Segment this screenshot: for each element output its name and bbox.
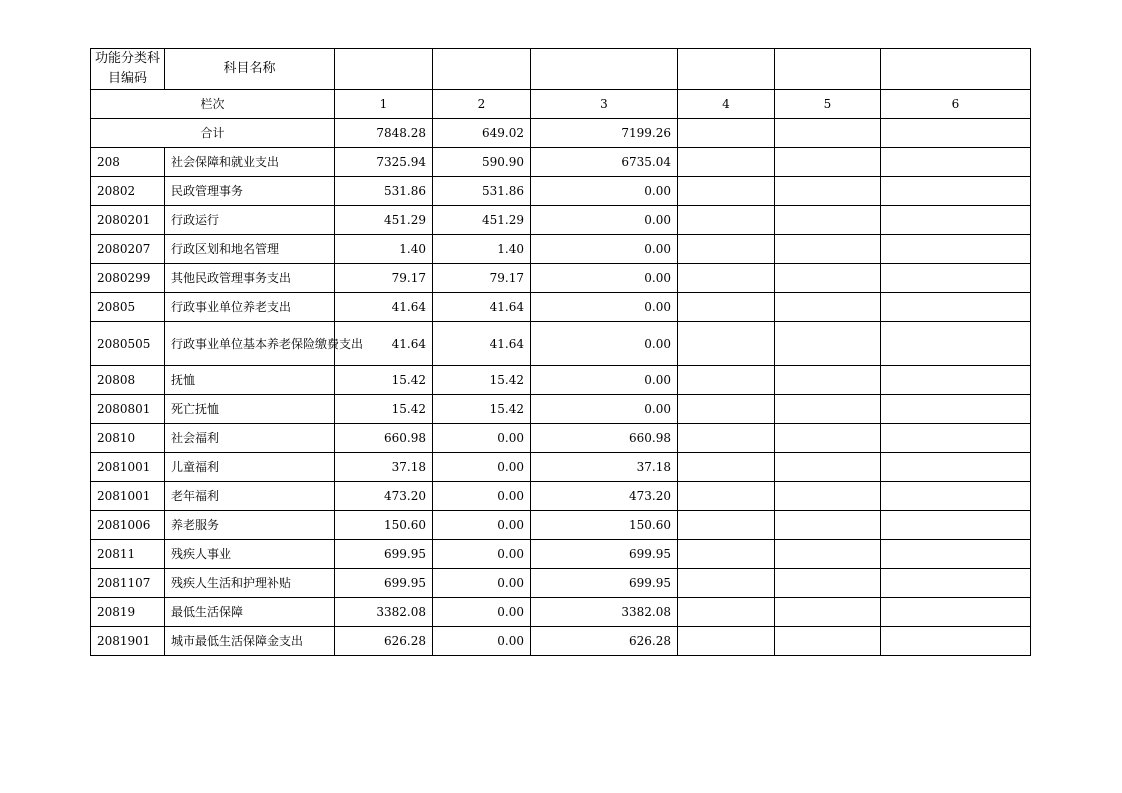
column-number: 2	[433, 90, 531, 119]
subject-name: 老年福利	[165, 482, 335, 511]
empty-cell	[775, 148, 881, 177]
header-blank-cell	[678, 49, 775, 90]
total-value: 7199.26	[531, 119, 678, 148]
column-number: 1	[335, 90, 433, 119]
value-col3: 0.00	[531, 395, 678, 424]
empty-cell	[775, 569, 881, 598]
value-col1: 1.40	[335, 235, 433, 264]
empty-cell	[881, 322, 1031, 366]
value-col3: 0.00	[531, 322, 678, 366]
value-col1: 473.20	[335, 482, 433, 511]
subject-code: 2080299	[91, 264, 165, 293]
subject-name: 其他民政管理事务支出	[165, 264, 335, 293]
value-col1: 41.64	[335, 322, 433, 366]
empty-cell	[775, 206, 881, 235]
subject-code: 20802	[91, 177, 165, 206]
empty-cell	[775, 598, 881, 627]
total-label: 合计	[91, 119, 335, 148]
value-col3: 473.20	[531, 482, 678, 511]
empty-cell	[775, 293, 881, 322]
empty-cell	[775, 322, 881, 366]
value-col3: 37.18	[531, 453, 678, 482]
total-value: 649.02	[433, 119, 531, 148]
header-blank-cell	[433, 49, 531, 90]
table-row	[91, 569, 1031, 598]
empty-cell	[775, 235, 881, 264]
table-row	[91, 366, 1031, 395]
value-col2: 0.00	[433, 598, 531, 627]
value-col1: 79.17	[335, 264, 433, 293]
value-col2: 0.00	[433, 453, 531, 482]
subject-code: 20819	[91, 598, 165, 627]
value-col1: 626.28	[335, 627, 433, 656]
table-row	[91, 264, 1031, 293]
subject-code: 20805	[91, 293, 165, 322]
total-value: 7848.28	[335, 119, 433, 148]
empty-cell	[678, 453, 775, 482]
subject-code: 2080201	[91, 206, 165, 235]
value-col3: 6735.04	[531, 148, 678, 177]
value-col3: 0.00	[531, 177, 678, 206]
table-row	[91, 177, 1031, 206]
subject-code: 2081901	[91, 627, 165, 656]
subject-name: 城市最低生活保障金支出	[165, 627, 335, 656]
value-col2: 0.00	[433, 569, 531, 598]
lanci-label: 栏次	[91, 90, 335, 119]
value-col2: 15.42	[433, 395, 531, 424]
header-blank-cell	[531, 49, 678, 90]
value-col1: 699.95	[335, 569, 433, 598]
table-row	[91, 322, 1031, 366]
value-col3: 699.95	[531, 569, 678, 598]
value-col2: 590.90	[433, 148, 531, 177]
subject-name: 最低生活保障	[165, 598, 335, 627]
value-col2: 531.86	[433, 177, 531, 206]
empty-cell	[678, 569, 775, 598]
empty-cell	[881, 540, 1031, 569]
subject-name: 民政管理事务	[165, 177, 335, 206]
empty-cell	[881, 235, 1031, 264]
empty-cell	[678, 206, 775, 235]
subject-code: 2081107	[91, 569, 165, 598]
subject-name: 行政运行	[165, 206, 335, 235]
subject-name: 儿童福利	[165, 453, 335, 482]
value-col2: 15.42	[433, 366, 531, 395]
table-row	[91, 482, 1031, 511]
header-blank-cell	[881, 49, 1031, 90]
value-col2: 0.00	[433, 424, 531, 453]
subject-name: 行政事业单位基本养老保险缴费支出	[165, 322, 335, 366]
table-row	[91, 206, 1031, 235]
value-col1: 699.95	[335, 540, 433, 569]
subject-name: 行政事业单位养老支出	[165, 293, 335, 322]
value-col2: 0.00	[433, 540, 531, 569]
value-col1: 531.86	[335, 177, 433, 206]
value-col3: 150.60	[531, 511, 678, 540]
header-name-label: 科目名称	[165, 49, 335, 90]
empty-cell	[881, 119, 1031, 148]
value-col2: 79.17	[433, 264, 531, 293]
value-col2: 41.64	[433, 322, 531, 366]
total-row	[91, 119, 1031, 148]
value-col1: 15.42	[335, 395, 433, 424]
value-col2: 0.00	[433, 627, 531, 656]
empty-cell	[775, 264, 881, 293]
empty-cell	[775, 540, 881, 569]
subject-code: 2081001	[91, 482, 165, 511]
value-col1: 41.64	[335, 293, 433, 322]
empty-cell	[775, 453, 881, 482]
column-number: 3	[531, 90, 678, 119]
table-row	[91, 598, 1031, 627]
subject-code: 2080505	[91, 322, 165, 366]
header-blank-cell	[335, 49, 433, 90]
value-col3: 0.00	[531, 206, 678, 235]
empty-cell	[881, 453, 1031, 482]
value-col1: 660.98	[335, 424, 433, 453]
value-col1: 3382.08	[335, 598, 433, 627]
empty-cell	[678, 598, 775, 627]
empty-cell	[881, 569, 1031, 598]
table-row	[91, 540, 1031, 569]
value-col3: 0.00	[531, 293, 678, 322]
empty-cell	[678, 293, 775, 322]
empty-cell	[881, 206, 1031, 235]
empty-cell	[678, 366, 775, 395]
value-col2: 0.00	[433, 482, 531, 511]
column-number: 5	[775, 90, 881, 119]
value-col1: 7325.94	[335, 148, 433, 177]
subject-name: 死亡抚恤	[165, 395, 335, 424]
empty-cell	[678, 235, 775, 264]
empty-cell	[775, 177, 881, 206]
empty-cell	[881, 395, 1031, 424]
value-col3: 626.28	[531, 627, 678, 656]
empty-cell	[881, 598, 1031, 627]
value-col1: 15.42	[335, 366, 433, 395]
value-col2: 451.29	[433, 206, 531, 235]
subject-code: 20811	[91, 540, 165, 569]
empty-cell	[678, 148, 775, 177]
subject-name: 残疾人生活和护理补贴	[165, 569, 335, 598]
empty-cell	[775, 395, 881, 424]
table-row	[91, 627, 1031, 656]
value-col1: 150.60	[335, 511, 433, 540]
empty-cell	[678, 627, 775, 656]
column-number: 4	[678, 90, 775, 119]
subject-code: 2080207	[91, 235, 165, 264]
table-row	[91, 148, 1031, 177]
table-row	[91, 395, 1031, 424]
header-code-label: 功能分类科目编码	[91, 49, 165, 90]
subject-code: 208	[91, 148, 165, 177]
table-row	[91, 424, 1031, 453]
value-col2: 41.64	[433, 293, 531, 322]
empty-cell	[678, 119, 775, 148]
empty-cell	[881, 293, 1031, 322]
value-col3: 0.00	[531, 235, 678, 264]
empty-cell	[678, 322, 775, 366]
value-col3: 3382.08	[531, 598, 678, 627]
empty-cell	[881, 366, 1031, 395]
empty-cell	[881, 627, 1031, 656]
value-col3: 0.00	[531, 264, 678, 293]
table-row	[91, 453, 1031, 482]
empty-cell	[881, 264, 1031, 293]
empty-cell	[775, 482, 881, 511]
empty-cell	[775, 366, 881, 395]
empty-cell	[881, 424, 1031, 453]
empty-cell	[678, 177, 775, 206]
value-col3: 0.00	[531, 366, 678, 395]
table-row	[91, 511, 1031, 540]
subject-code: 2081006	[91, 511, 165, 540]
empty-cell	[678, 482, 775, 511]
subject-name: 社会福利	[165, 424, 335, 453]
empty-cell	[678, 264, 775, 293]
table-row	[91, 293, 1031, 322]
subject-name: 抚恤	[165, 366, 335, 395]
subject-name: 社会保障和就业支出	[165, 148, 335, 177]
empty-cell	[678, 424, 775, 453]
empty-cell	[775, 424, 881, 453]
subject-code: 20808	[91, 366, 165, 395]
empty-cell	[881, 148, 1031, 177]
value-col2: 1.40	[433, 235, 531, 264]
subject-name: 行政区划和地名管理	[165, 235, 335, 264]
subject-code: 20810	[91, 424, 165, 453]
empty-cell	[881, 511, 1031, 540]
budget-table	[90, 48, 1031, 656]
subject-code: 2080801	[91, 395, 165, 424]
column-number-row	[91, 90, 1031, 119]
value-col3: 660.98	[531, 424, 678, 453]
empty-cell	[775, 119, 881, 148]
value-col1: 37.18	[335, 453, 433, 482]
value-col3: 699.95	[531, 540, 678, 569]
header-row	[91, 49, 1031, 90]
subject-name: 残疾人事业	[165, 540, 335, 569]
subject-code: 2081001	[91, 453, 165, 482]
value-col2: 0.00	[433, 511, 531, 540]
column-number: 6	[881, 90, 1031, 119]
subject-name: 养老服务	[165, 511, 335, 540]
empty-cell	[678, 395, 775, 424]
empty-cell	[678, 511, 775, 540]
empty-cell	[775, 627, 881, 656]
header-blank-cell	[775, 49, 881, 90]
table-row	[91, 235, 1031, 264]
empty-cell	[881, 482, 1031, 511]
empty-cell	[678, 540, 775, 569]
empty-cell	[775, 511, 881, 540]
value-col1: 451.29	[335, 206, 433, 235]
empty-cell	[881, 177, 1031, 206]
